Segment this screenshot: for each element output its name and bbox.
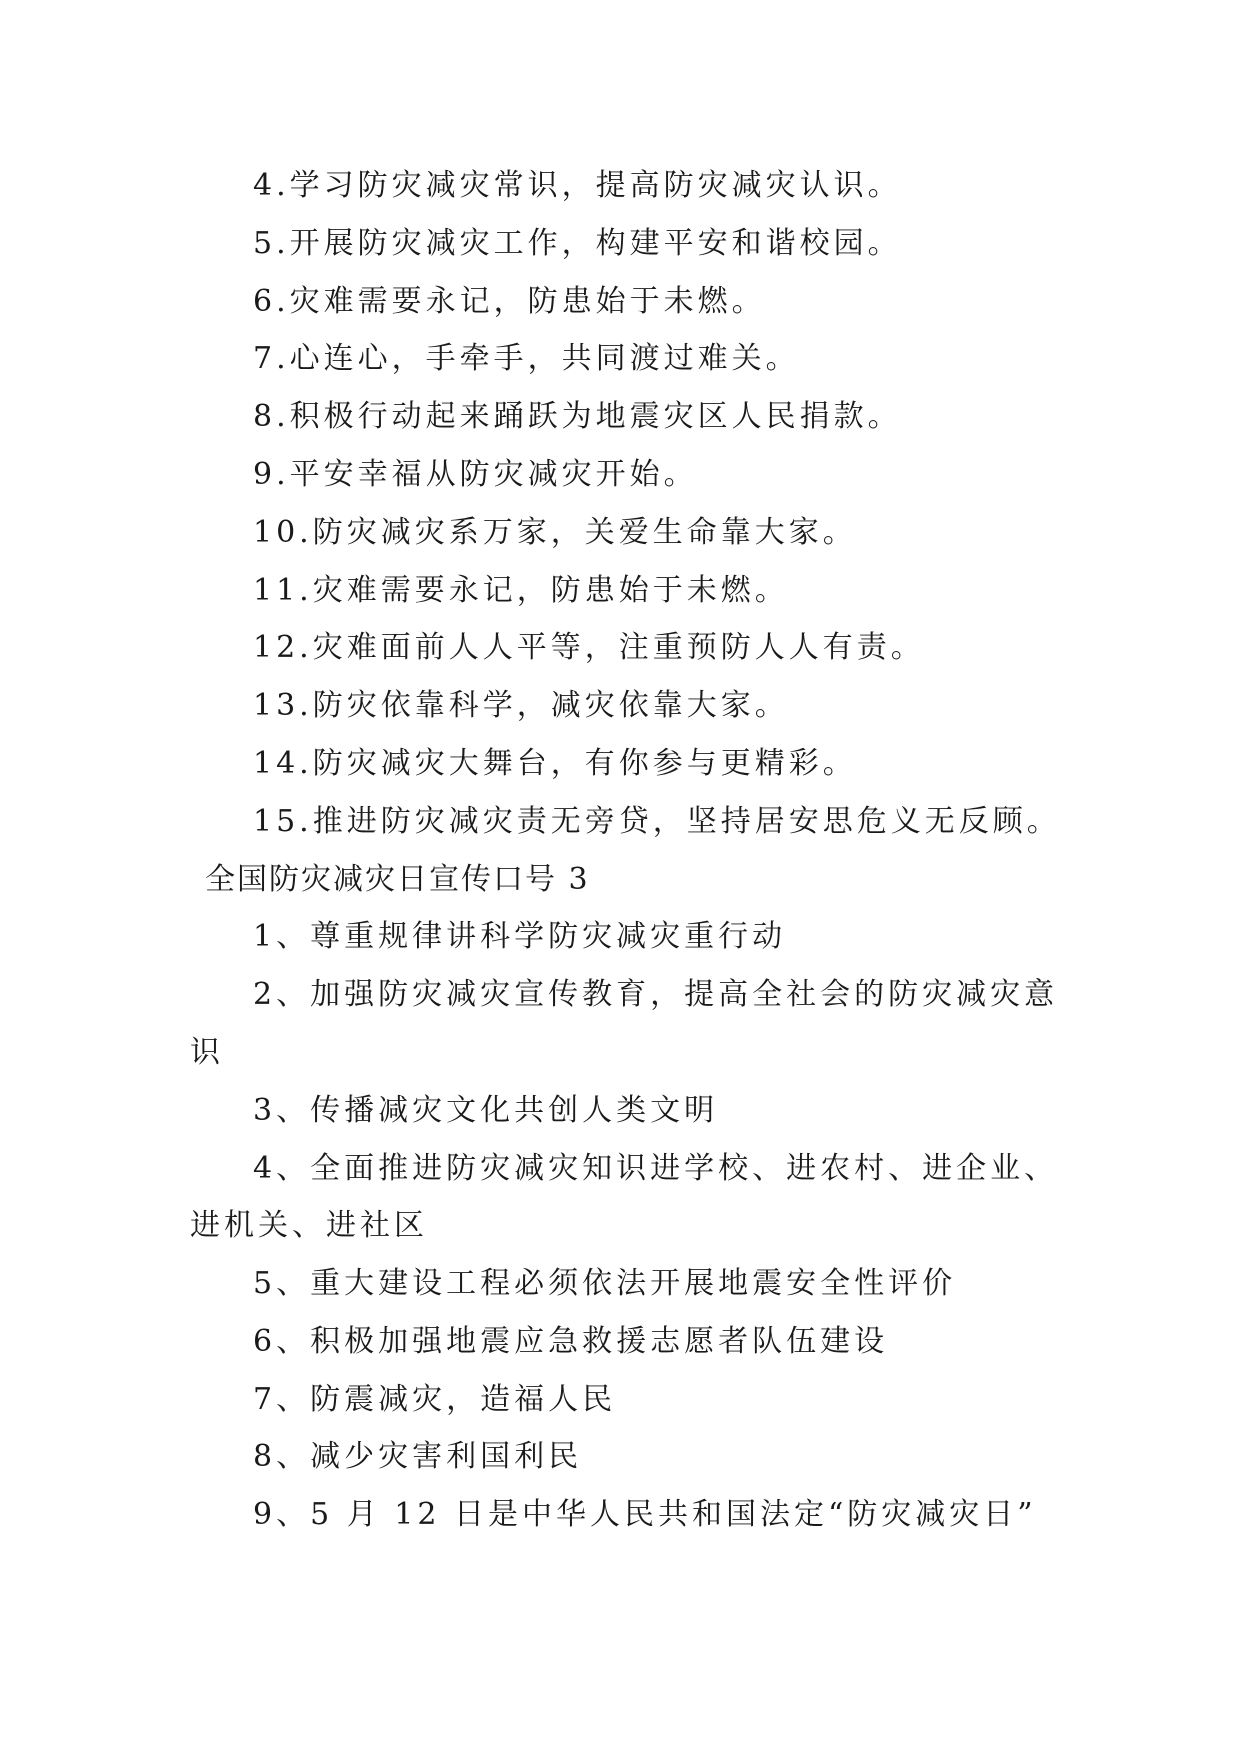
slogan-11: 11.灾难需要永记，防患始于未燃。 — [253, 573, 789, 608]
slogan-b9: 9、5 月 12 日是中华人民共和国法定“防灾减灾日” — [253, 1497, 1037, 1532]
slogan-14: 14.防灾减灾大舞台，有你参与更精彩。 — [253, 746, 857, 781]
slogan-b2-line1: 2、加强防灾减灾宣传教育，提高全社会的防灾减灾意 — [253, 977, 1059, 1012]
slogan-5: 5.开展防灾减灾工作，构建平安和谐校园。 — [253, 226, 902, 261]
slogan-b7: 7、防震减灾，造福人民 — [253, 1382, 617, 1417]
slogan-15: 15.推进防灾减灾责无旁贷，坚持居安思危义无反顾。 — [253, 804, 1061, 839]
slogan-7: 7.心连心，手牵手，共同渡过难关。 — [253, 341, 800, 376]
slogan-b6: 6、积极加强地震应急救援志愿者队伍建设 — [253, 1324, 889, 1359]
slogan-b3: 3、传播减灾文化共创人类文明 — [253, 1093, 719, 1128]
slogan-b2-line2: 识 — [190, 1035, 224, 1070]
slogan-b1: 1、尊重规律讲科学防灾减灾重行动 — [253, 919, 787, 954]
slogan-8: 8.积极行动起来踊跃为地震灾区人民捐款。 — [253, 399, 902, 434]
slogan-b4-line1: 4、全面推进防灾减灾知识进学校、进农村、进企业、 — [253, 1151, 1059, 1186]
section-heading: 全国防灾减灾日宣传口号 3 — [205, 862, 590, 897]
slogan-4: 4.学习防灾减灾常识，提高防灾减灾认识。 — [253, 168, 902, 203]
slogan-12: 12.灾难面前人人平等，注重预防人人有责。 — [253, 630, 925, 665]
slogan-b4-line2: 进机关、进社区 — [190, 1208, 428, 1243]
slogan-13: 13.防灾依靠科学，减灾依靠大家。 — [253, 688, 789, 723]
slogan-10: 10.防灾减灾系万家，关爱生命靠大家。 — [253, 515, 857, 550]
slogan-b5: 5、重大建设工程必须依法开展地震安全性评价 — [253, 1266, 957, 1301]
slogan-b8: 8、减少灾害利国利民 — [253, 1439, 583, 1474]
slogan-9: 9.平安幸福从防灾减灾开始。 — [253, 457, 698, 492]
slogan-6: 6.灾难需要永记，防患始于未燃。 — [253, 284, 766, 319]
